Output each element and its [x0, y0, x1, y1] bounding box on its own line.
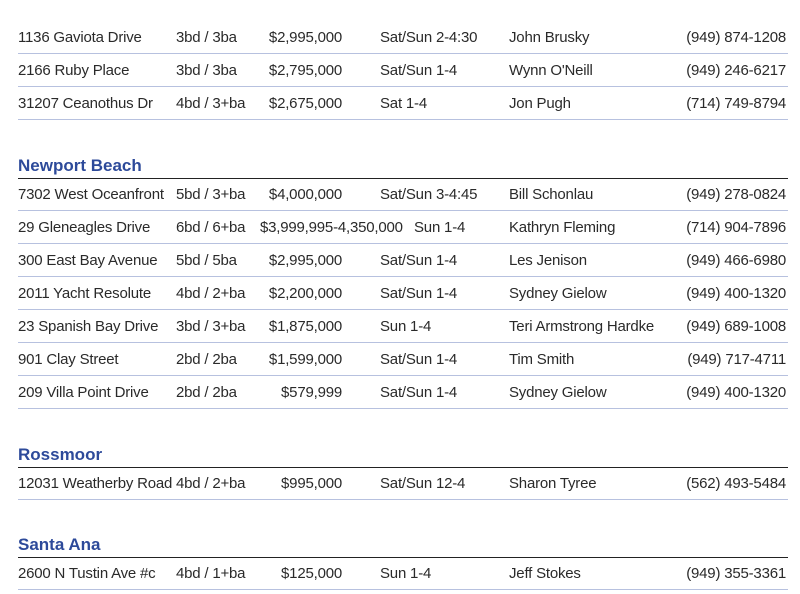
- bed-bath: 6bd / 6+ba: [176, 219, 246, 236]
- address: 901 Clay Street: [18, 351, 119, 368]
- price: $2,200,000: [268, 285, 342, 302]
- open-house-time: Sun 1-4: [414, 219, 466, 236]
- listing-row: [18, 53, 788, 87]
- agent-phone: (949) 466-6980: [686, 252, 786, 269]
- price: $2,675,000: [268, 95, 342, 112]
- price: $995,000: [281, 475, 342, 492]
- listing-row: [18, 375, 788, 409]
- section-title-santa-ana: Santa Ana: [18, 535, 788, 558]
- bed-bath: 4bd / 2+ba: [176, 475, 246, 492]
- listing-row: [18, 86, 788, 120]
- price: $2,995,000: [268, 252, 342, 269]
- bed-bath: 4bd / 3+ba: [176, 95, 246, 112]
- agent-phone: (949) 400-1320: [686, 285, 786, 302]
- agent-name: Kathryn Fleming: [509, 219, 616, 236]
- agent-name: Teri Armstrong Hardke: [509, 318, 655, 335]
- bed-bath: 2bd / 2ba: [176, 351, 237, 368]
- agent-phone: (949) 689-1008: [686, 318, 786, 335]
- section-title-rossmoor: Rossmoor: [18, 445, 788, 468]
- listing-row: [18, 466, 788, 500]
- agent-phone: (949) 874-1208: [686, 29, 786, 46]
- listing-row: [18, 243, 788, 277]
- address: 209 Villa Point Drive: [18, 384, 149, 401]
- open-house-time: Sat/Sun 2-4:30: [380, 29, 478, 46]
- open-house-time: Sat/Sun 1-4: [380, 351, 458, 368]
- address: 23 Spanish Bay Drive: [18, 318, 159, 335]
- price: $2,995,000: [268, 29, 342, 46]
- bed-bath: 5bd / 5ba: [176, 252, 237, 269]
- agent-name: Jon Pugh: [509, 95, 571, 112]
- listing-row: [18, 20, 788, 54]
- address: 2011 Yacht Resolute: [18, 285, 151, 302]
- agent-name: Sharon Tyree: [509, 475, 597, 492]
- bed-bath: 3bd / 3+ba: [176, 318, 246, 335]
- price: $1,599,000: [268, 351, 342, 368]
- price: $2,795,000: [268, 62, 342, 79]
- address: 300 East Bay Avenue: [18, 252, 158, 269]
- address: 12031 Weatherby Road: [18, 475, 173, 492]
- agent-name: Sydney Gielow: [509, 384, 607, 401]
- open-house-time: Sat/Sun 1-4: [380, 384, 458, 401]
- bed-bath: 4bd / 2+ba: [176, 285, 246, 302]
- agent-name: Les Jenison: [509, 252, 587, 269]
- agent-phone: (714) 749-8794: [686, 95, 786, 112]
- agent-name: Jeff Stokes: [509, 565, 581, 582]
- listing-row: [18, 309, 788, 343]
- address: 29 Gleneagles Drive: [18, 219, 151, 236]
- open-house-time: Sun 1-4: [380, 318, 432, 335]
- agent-phone: (949) 355-3361: [686, 565, 786, 582]
- listing-row: [18, 276, 788, 310]
- agent-phone: (949) 246-6217: [686, 62, 786, 79]
- bed-bath: 3bd / 3ba: [176, 29, 237, 46]
- agent-name: John Brusky: [509, 29, 590, 46]
- listing-row: [18, 210, 788, 244]
- price: $125,000: [281, 565, 342, 582]
- agent-name: Sydney Gielow: [509, 285, 607, 302]
- address: 2166 Ruby Place: [18, 62, 130, 79]
- open-house-time: Sat/Sun 12-4: [380, 475, 466, 492]
- agent-name: Wynn O'Neill: [509, 62, 593, 79]
- bed-bath: 2bd / 2ba: [176, 384, 237, 401]
- open-house-time: Sat/Sun 1-4: [380, 285, 458, 302]
- agent-name: Tim Smith: [509, 351, 575, 368]
- price: $1,875,000: [268, 318, 342, 335]
- agent-phone: (949) 400-1320: [686, 384, 786, 401]
- open-house-time: Sun 1-4: [380, 565, 432, 582]
- bed-bath: 5bd / 3+ba: [176, 186, 246, 203]
- address: 7302 West Oceanfront: [18, 186, 164, 203]
- bed-bath: 4bd / 1+ba: [176, 565, 246, 582]
- price: $3,999,995-4,350,000: [260, 219, 403, 236]
- agent-name: Bill Schonlau: [509, 186, 594, 203]
- bed-bath: 3bd / 3ba: [176, 62, 237, 79]
- listing-row: [18, 556, 788, 590]
- address: 2600 N Tustin Ave #c: [18, 565, 156, 582]
- listing-row: [18, 177, 788, 211]
- open-house-time: Sat/Sun 3-4:45: [380, 186, 478, 203]
- open-house-time: Sat 1-4: [380, 95, 427, 112]
- agent-phone: (562) 493-5484: [686, 475, 786, 492]
- agent-phone: (714) 904-7896: [686, 219, 786, 236]
- price: $4,000,000: [268, 186, 342, 203]
- address: 31207 Ceanothus Dr: [18, 95, 153, 112]
- address: 1136 Gaviota Drive: [18, 29, 142, 46]
- open-house-time: Sat/Sun 1-4: [380, 62, 458, 79]
- listing-row: [18, 342, 788, 376]
- price: $579,999: [281, 384, 342, 401]
- agent-phone: (949) 717-4711: [687, 351, 786, 368]
- agent-phone: (949) 278-0824: [686, 186, 786, 203]
- section-title-newport-beach: Newport Beach: [18, 156, 788, 179]
- open-house-time: Sat/Sun 1-4: [380, 252, 458, 269]
